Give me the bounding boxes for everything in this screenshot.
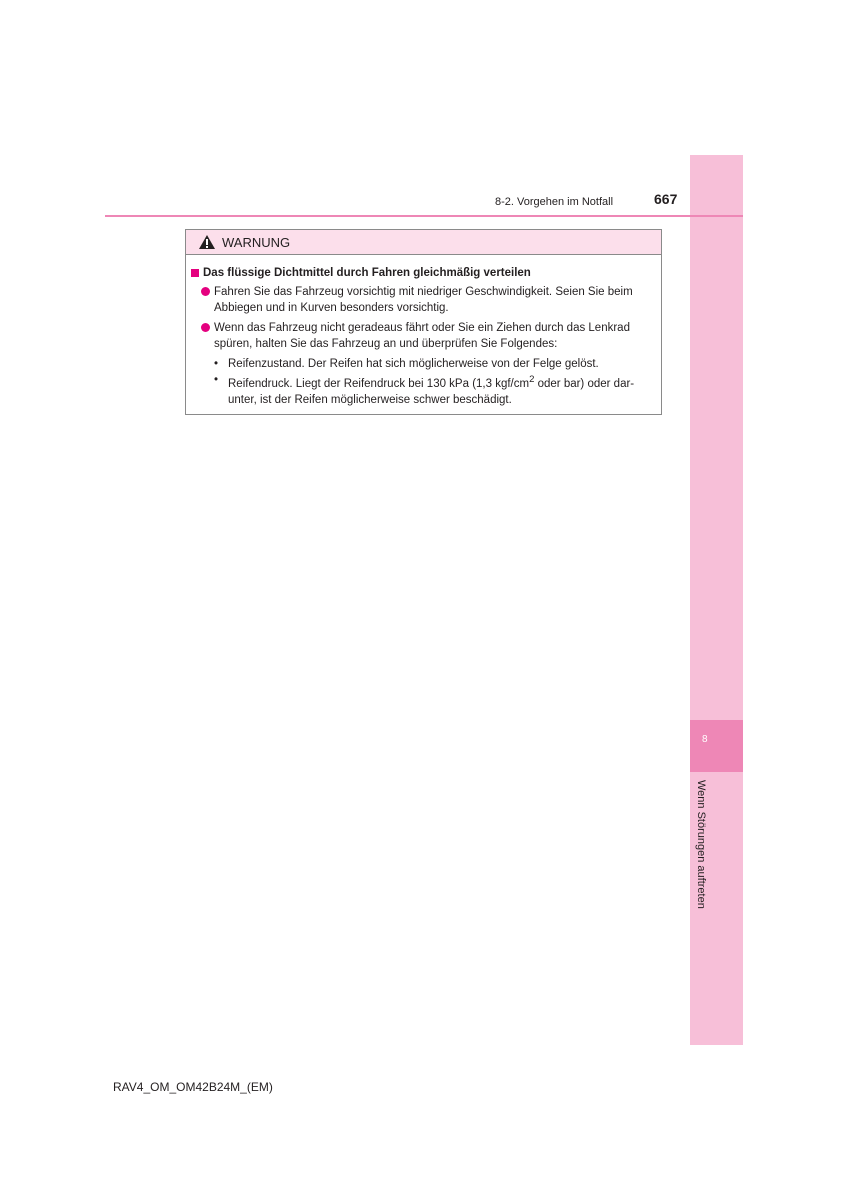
sub-list-text-part: Reifendruck. Liegt der Reifendruck bei 130 kPa (1,3 kgf/cm: [228, 377, 530, 390]
page-number: 667: [654, 191, 678, 207]
square-bullet-icon: [191, 269, 199, 277]
warning-heading-text: Das flüssige Dichtmittel durch Fahren gleichmäßig verteilen: [203, 267, 531, 279]
warning-heading: [191, 265, 655, 281]
sub-list-item: [214, 372, 655, 408]
side-tab: [690, 155, 743, 1045]
header-divider: [105, 215, 743, 217]
list-item-text: Wenn das Fahrzeug nicht geradeaus fährt oder Sie ein Ziehen durch das Lenkrad spüren, halten Sie das Fahrzeug an und überprüfen Sie Folgendes:: [214, 322, 630, 350]
bullet-icon: •: [214, 374, 219, 386]
warning-box: [185, 229, 662, 415]
warning-triangle-icon: [198, 234, 216, 250]
list-item: [201, 320, 655, 352]
chapter-title: Wenn Störungen auftreten: [695, 780, 707, 909]
circle-bullet-icon: [201, 287, 210, 296]
chapter-number: 8: [690, 720, 743, 772]
superscript: 2: [529, 374, 535, 385]
warning-body: [186, 255, 661, 408]
bullet-icon: •: [214, 358, 219, 370]
sub-list-item-text: Reifenzustand. Der Reifen hat sich möglicherweise von der Felge gelöst.: [228, 358, 599, 370]
warning-header: [186, 230, 661, 255]
sub-list-text-part: oder bar) oder dar-unter, ist der Reifen möglicherweise schwer beschädigt.: [228, 377, 635, 406]
footer-code: RAV4_OM_OM42B24M_(EM): [113, 1080, 273, 1094]
list-item-text: Fahren Sie das Fahrzeug vorsichtig mit niedriger Geschwindigkeit. Seien Sie beim Abbiegen und in Kurven besonders vorsichtig.: [214, 286, 633, 314]
section-title: 8-2. Vorgehen im Notfall: [495, 196, 614, 208]
list-item: [201, 284, 655, 316]
warning-title: WARNUNG: [222, 234, 291, 250]
circle-bullet-icon: [201, 323, 210, 332]
sub-list-item: [214, 356, 655, 372]
sub-list-item-text: [228, 372, 655, 408]
